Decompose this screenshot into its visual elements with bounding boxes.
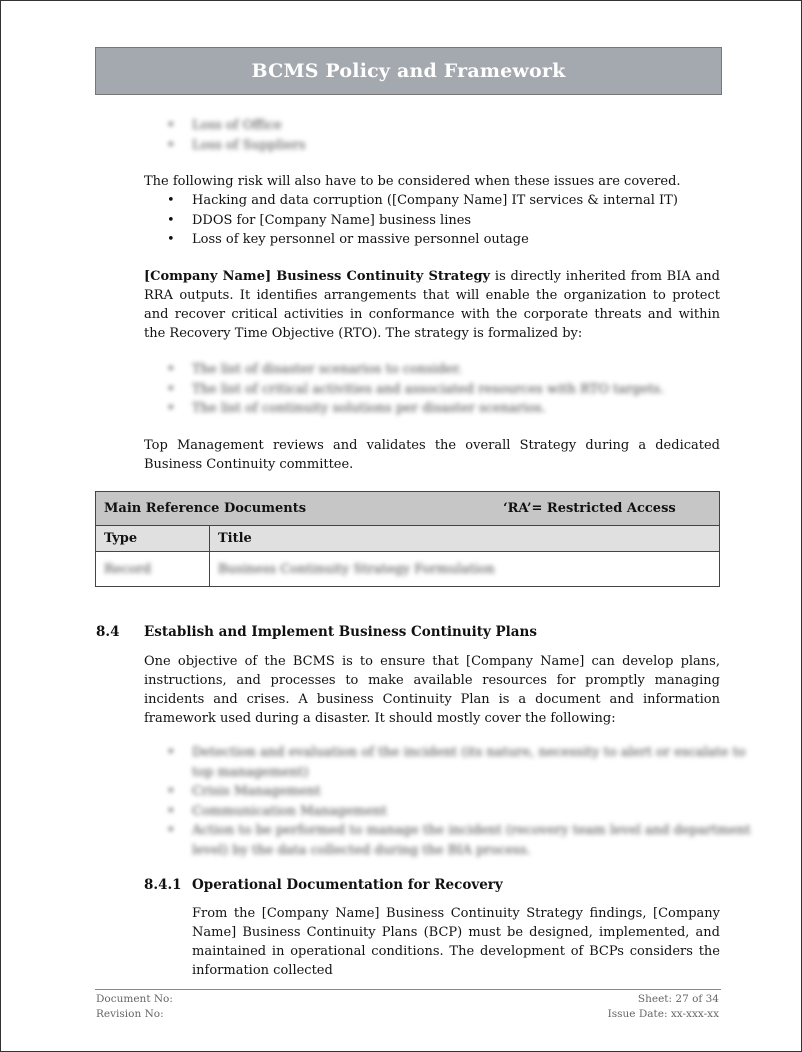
review-paragraph: Top Management reviews and validates the overall Strategy during a dedicated Business Continuity committee. bbox=[144, 438, 720, 472]
section-8-4-1-number: 8.4.1 bbox=[144, 877, 182, 893]
list-item: • Loss of Suppliers bbox=[167, 136, 306, 156]
list-item: • Loss of Office bbox=[167, 116, 306, 136]
strategy-bold-lead: [Company Name] Business Continuity Strategy bbox=[144, 269, 491, 284]
document-number-label: Document No: bbox=[96, 993, 173, 1005]
section-8-4-title: Establish and Implement Business Continuity Plans bbox=[144, 624, 537, 640]
section-8-4-body: One objective of the BCMS is to ensure that [Company Name] can develop plans, instructions, and processes to make available resources for promptly managing incidents and crises. A business Continuity Plan is a document and information framework used during a disaster. It should mostly cover the following: bbox=[144, 654, 720, 726]
top-bullet-list bbox=[167, 116, 306, 155]
footer-right bbox=[608, 992, 719, 1022]
list-item: • DDOS for [Company Name] business lines bbox=[167, 211, 678, 231]
reference-documents-table bbox=[95, 491, 720, 587]
row-type-cell: Record bbox=[96, 552, 210, 587]
strategy-text: is directly inherited from BIA and RRA outputs. It identifies arrangements that will enable the organization to protect and recover critical activities in conformance with the corporate threats and within the Recovery Time Objective (RTO). The strategy is formalized by: bbox=[144, 269, 720, 341]
list-item: • The list of disaster scenarios to consider. bbox=[167, 360, 664, 380]
sheet-number: Sheet: 27 of 34 bbox=[637, 993, 719, 1005]
list-item: • Loss of key personnel or massive personnel outage bbox=[167, 230, 678, 250]
revision-number-label: Revision No: bbox=[96, 1008, 164, 1020]
column-header-title: Title bbox=[210, 526, 720, 552]
strategy-bullet-list bbox=[167, 360, 664, 419]
risk-intro-text: The following risk will also have to be considered when these issues are covered. bbox=[144, 174, 681, 189]
section-8-4-1-body: From the [Company Name] Business Continuity Strategy findings, [Company Name] Business Continuity Plans (BCP) must be designed, implemented, and maintained in operational conditions. The development of BCPs considers the information collected bbox=[192, 906, 720, 978]
section-8-4-number: 8.4 bbox=[96, 624, 120, 640]
list-item: • The list of critical activities and associated resources with RTO targets. bbox=[167, 380, 664, 400]
list-item-continuation: level) by the data collected during the BIA process. bbox=[192, 842, 531, 858]
list-item: • Action to be performed to manage the incident (recovery team level and department bbox=[167, 821, 751, 841]
restricted-access-label: ‘RA’= Restricted Access bbox=[503, 501, 676, 516]
issue-date: Issue Date: xx-xxx-xx bbox=[607, 1008, 719, 1020]
footer-divider bbox=[95, 989, 721, 990]
column-header-type: Type bbox=[96, 526, 210, 552]
list-item: • Crisis Management bbox=[167, 782, 751, 802]
row-title-cell: Business Continuity Strategy Formulation bbox=[210, 552, 720, 587]
list-item: • Communication Management bbox=[167, 802, 751, 822]
section-8-4-bullet-list bbox=[167, 743, 751, 860]
section-8-4-1-title: Operational Documentation for Recovery bbox=[192, 877, 503, 893]
table-header-row bbox=[96, 492, 720, 526]
risk-bullet-list bbox=[167, 191, 678, 250]
footer-left bbox=[96, 992, 173, 1022]
list-item: • The list of continuity solutions per disaster scenarios. bbox=[167, 399, 664, 419]
list-item: • Detection and evaluation of the incident (its nature, necessity to alert or escalate to bbox=[167, 743, 751, 763]
page-header-title: BCMS Policy and Framework bbox=[95, 47, 722, 95]
table-header-cell bbox=[96, 492, 720, 526]
table-row bbox=[96, 552, 720, 587]
main-reference-label: Main Reference Documents bbox=[104, 501, 307, 516]
list-item-continuation: top management) bbox=[192, 764, 309, 780]
strategy-paragraph bbox=[144, 267, 720, 343]
list-item: • Hacking and data corruption ([Company Name] IT services & internal IT) bbox=[167, 191, 678, 211]
table-column-header-row bbox=[96, 526, 720, 552]
